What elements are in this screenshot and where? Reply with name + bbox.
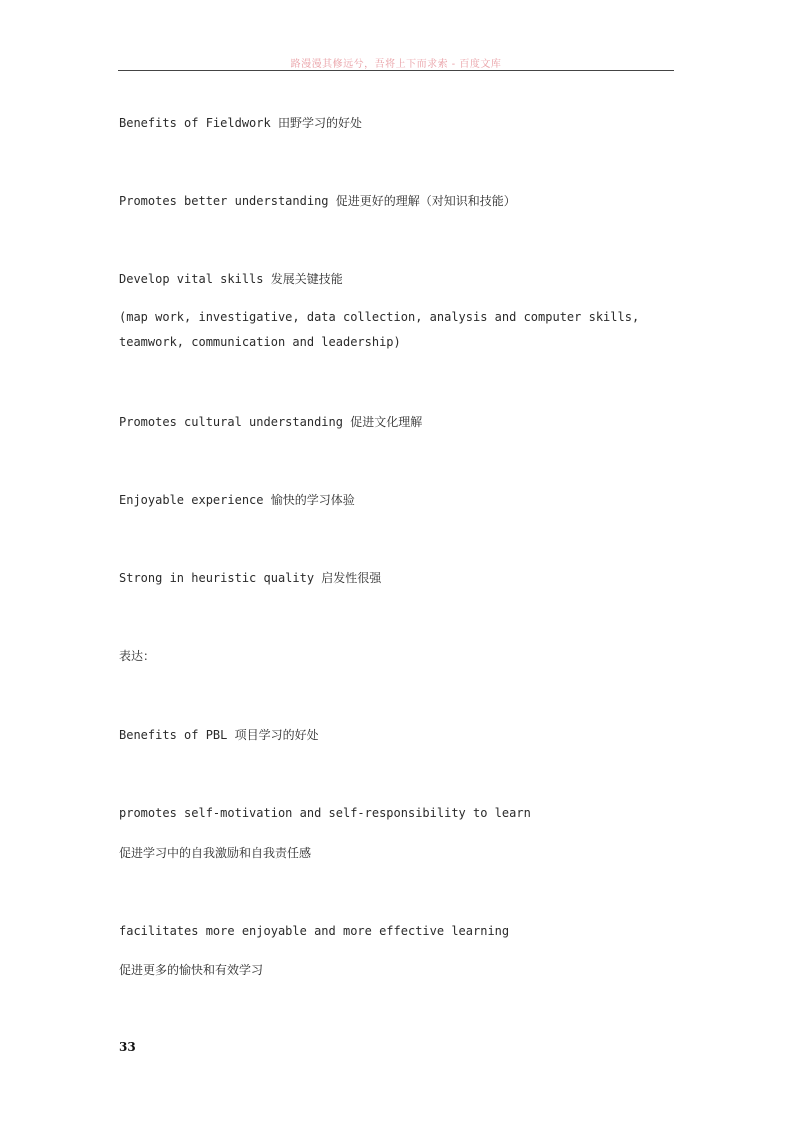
pbl-point-effective-en: facilitates more enjoyable and more effective learning [119, 924, 510, 938]
pbl-title: Benefits of PBL 项目学习的好处 [119, 728, 319, 742]
fieldwork-point-skills: Develop vital skills 发展关键技能 [119, 272, 343, 286]
fieldwork-point-enjoyable: Enjoyable experience 愉快的学习体验 [119, 493, 355, 507]
header-divider [118, 70, 674, 71]
expression-label: 表达： [119, 649, 156, 663]
page-number: 33 [119, 1040, 136, 1054]
fieldwork-point-understanding: Promotes better understanding 促进更好的理解（对知识和技能） [119, 194, 516, 208]
fieldwork-point-heuristic: Strong in heuristic quality 启发性很强 [119, 571, 382, 585]
fieldwork-title: Benefits of Fieldwork 田野学习的好处 [119, 116, 362, 130]
pbl-point-motivation-zh: 促进学习中的自我激励和自我责任感 [119, 846, 312, 860]
page-header-watermark: 路漫漫其修远兮，吾将上下而求索 - 百度文库 [290, 59, 502, 70]
fieldwork-skills-detail: (map work, investigative, data collection, analysis and computer skills, teamwork, communication and leadership) [119, 310, 640, 349]
fieldwork-point-cultural: Promotes cultural understanding 促进文化理解 [119, 415, 423, 429]
pbl-point-motivation-en: promotes self-motivation and self-responsibility to learn [119, 806, 531, 820]
pbl-point-effective-zh: 促进更多的愉快和有效学习 [119, 963, 264, 977]
